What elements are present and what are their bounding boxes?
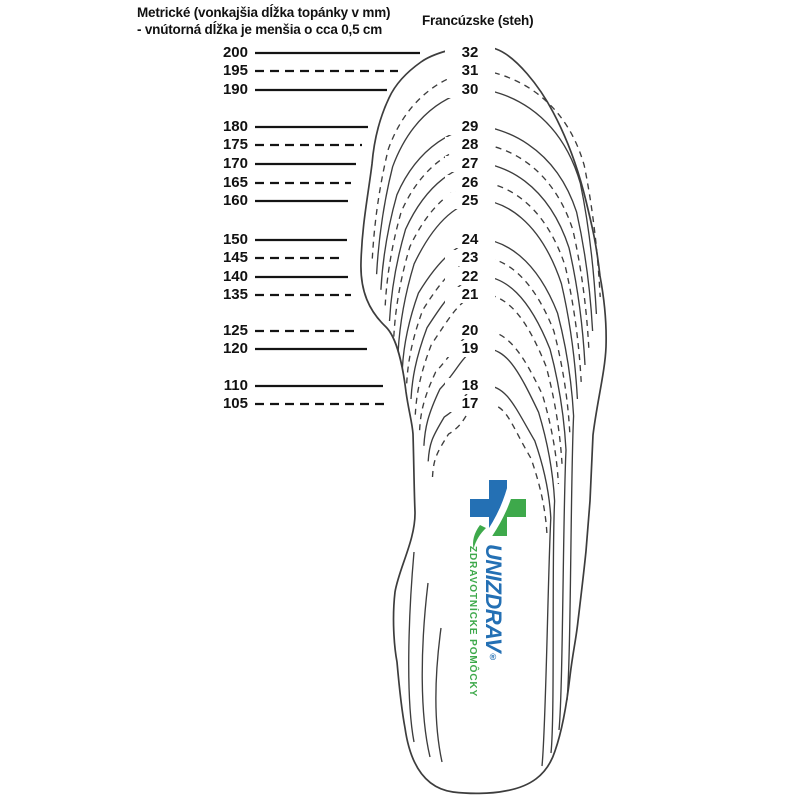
heel-line-left-3: [436, 628, 442, 762]
metric-label-160: 160: [222, 192, 248, 209]
registered-mark: ®: [488, 652, 498, 663]
french-label-30: 30: [445, 82, 495, 98]
french-label-31: 31: [445, 63, 495, 79]
french-label-29: 29: [445, 119, 495, 135]
french-label-27: 27: [445, 156, 495, 172]
heel-line-left-2: [422, 583, 430, 757]
metric-label-195: 195: [222, 62, 248, 79]
metric-header: [137, 4, 390, 38]
metric-header-line1: Metrické (vonkajšia dĺžka topánky v mm): [137, 5, 391, 20]
metric-label-175: 175: [222, 136, 248, 153]
french-label-32: 32: [445, 45, 495, 61]
heel-line-left-1: [409, 552, 414, 742]
metric-header-line2: - vnútorná dĺžka je menšia o cca 0,5 cm: [137, 22, 383, 37]
metric-label-105: 105: [222, 395, 248, 412]
french-label-21: 21: [445, 287, 495, 303]
metric-label-165: 165: [222, 174, 248, 191]
french-label-19: 19: [445, 341, 495, 357]
metric-label-200: 200: [222, 44, 248, 61]
brand-subtitle: ZDRAVOTNÍCKE POMÔCKY: [467, 546, 478, 698]
metric-label-180: 180: [222, 118, 248, 135]
french-label-20: 20: [445, 323, 495, 339]
metric-label-190: 190: [222, 81, 248, 98]
metric-label-145: 145: [222, 249, 248, 266]
french-label-18: 18: [445, 378, 495, 394]
french-label-22: 22: [445, 269, 495, 285]
metric-label-125: 125: [222, 322, 248, 339]
brand-name: UNIZDRAV: [481, 544, 506, 653]
french-label-28: 28: [445, 137, 495, 153]
metric-label-140: 140: [222, 268, 248, 285]
metric-label-170: 170: [222, 155, 248, 172]
french-label-24: 24: [445, 232, 495, 248]
brand-text: [480, 544, 506, 684]
french-header: Francúzske (steh): [422, 13, 534, 28]
metric-label-150: 150: [222, 231, 248, 248]
french-label-17: 17: [445, 396, 495, 412]
french-label-26: 26: [445, 175, 495, 191]
french-label-23: 23: [445, 250, 495, 266]
metric-label-110: 110: [223, 377, 248, 394]
metric-label-135: 135: [222, 286, 248, 303]
metric-label-120: 120: [222, 340, 248, 357]
french-label-25: 25: [445, 193, 495, 209]
